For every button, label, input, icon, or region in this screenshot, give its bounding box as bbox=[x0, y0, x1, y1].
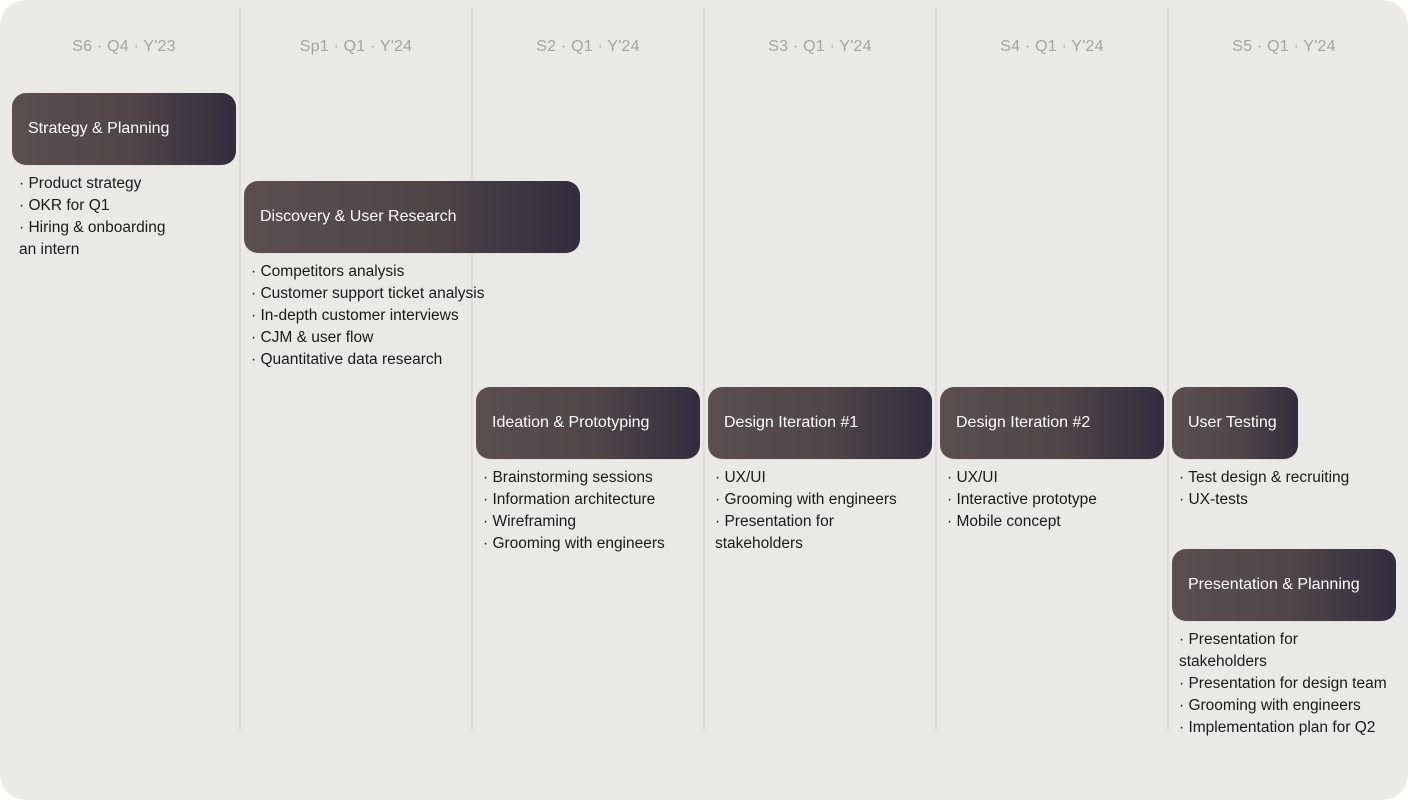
note-item: · Presentation for bbox=[1179, 631, 1298, 648]
phase-card-strategy-planning[interactable]: Strategy & Planning bbox=[12, 93, 236, 165]
note-item: · Mobile concept bbox=[947, 513, 1061, 530]
column-divider bbox=[703, 8, 705, 730]
note-item: · Quantitative data research bbox=[251, 351, 443, 368]
phase-notes-presentation-planning bbox=[1179, 629, 1387, 739]
note-item: · Information architecture bbox=[483, 491, 656, 508]
column-divider bbox=[1167, 8, 1169, 730]
note-item: · Grooming with engineers bbox=[483, 535, 665, 552]
phase-card-user-testing[interactable]: User Testing bbox=[1172, 387, 1298, 459]
phase-card-presentation-planning[interactable]: Presentation & Planning bbox=[1172, 549, 1396, 621]
phase-notes-ideation-prototyping bbox=[483, 467, 665, 555]
note-item: · Implementation plan for Q2 bbox=[1179, 719, 1376, 736]
phase-card-design-iteration-2[interactable]: Design Iteration #2 bbox=[940, 387, 1164, 459]
phase-card-ideation-prototyping[interactable]: Ideation & Prototyping bbox=[476, 387, 700, 459]
phase-notes-design-iteration-1 bbox=[715, 467, 897, 555]
column-divider bbox=[239, 8, 241, 730]
note-item: · UX/UI bbox=[947, 469, 998, 486]
note-item: · Wireframing bbox=[483, 513, 577, 530]
column-header-s5: S5 · Q1 · Y'24 bbox=[1232, 38, 1336, 55]
note-item: · CJM & user flow bbox=[251, 329, 374, 346]
note-item: · Brainstorming sessions bbox=[483, 469, 653, 486]
note-item: · Grooming with engineers bbox=[1179, 697, 1361, 714]
note-item: · UX-tests bbox=[1179, 491, 1248, 508]
phase-notes-strategy-planning bbox=[19, 173, 165, 261]
note-item: stakeholders bbox=[1179, 653, 1267, 670]
note-item: · Product strategy bbox=[19, 175, 142, 192]
note-item: · In-depth customer interviews bbox=[251, 307, 459, 324]
note-item: · Test design & recruiting bbox=[1179, 469, 1350, 486]
note-item: · Presentation for design team bbox=[1179, 675, 1387, 692]
phase-card-discovery-research[interactable]: Discovery & User Research bbox=[244, 181, 580, 253]
column-header-s2: S2 · Q1 · Y'24 bbox=[536, 38, 640, 55]
phase-notes-discovery-research bbox=[251, 261, 484, 371]
phase-notes-user-testing bbox=[1179, 467, 1349, 511]
note-item: · UX/UI bbox=[715, 469, 766, 486]
note-item: an intern bbox=[19, 241, 80, 258]
note-item: · Grooming with engineers bbox=[715, 491, 897, 508]
note-item: stakeholders bbox=[715, 535, 803, 552]
note-item: · OKR for Q1 bbox=[19, 197, 110, 214]
note-item: · Presentation for bbox=[715, 513, 834, 530]
column-divider bbox=[935, 8, 937, 730]
note-item: · Interactive prototype bbox=[947, 491, 1097, 508]
note-item: · Competitors analysis bbox=[251, 263, 405, 280]
column-header-sp1: Sp1 · Q1 · Y'24 bbox=[299, 38, 413, 55]
column-header-s3: S3 · Q1 · Y'24 bbox=[768, 38, 872, 55]
phase-notes-design-iteration-2 bbox=[947, 467, 1097, 533]
column-header-s6: S6 · Q4 · Y'23 bbox=[72, 38, 176, 55]
note-item: · Hiring & onboarding bbox=[19, 219, 166, 236]
column-header-s4: S4 · Q1 · Y'24 bbox=[1000, 38, 1104, 55]
note-item: · Customer support ticket analysis bbox=[251, 285, 485, 302]
phase-card-design-iteration-1[interactable]: Design Iteration #1 bbox=[708, 387, 932, 459]
